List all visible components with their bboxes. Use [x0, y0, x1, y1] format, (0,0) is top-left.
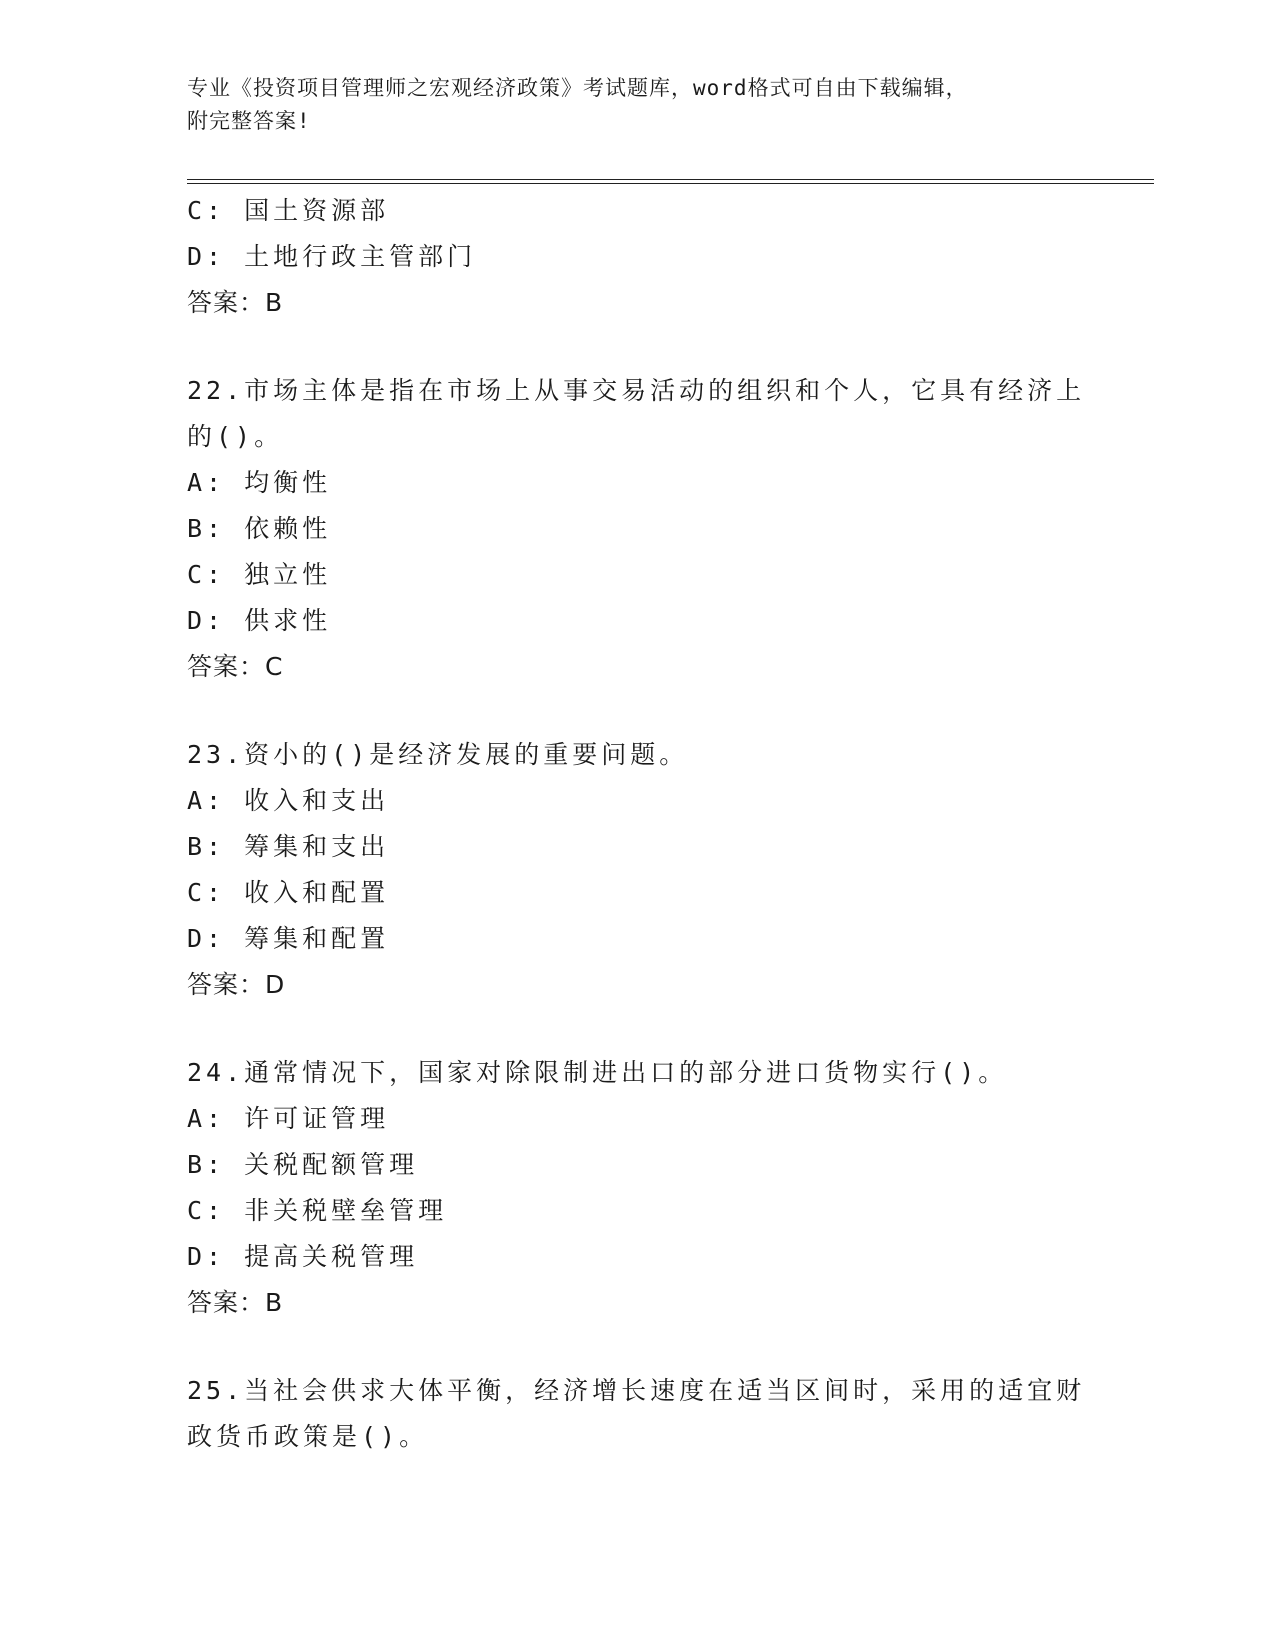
- q22-option-d: D: 供求性: [187, 606, 332, 635]
- spacer: [187, 1326, 1087, 1368]
- q23-option-c: C: 收入和配置: [187, 878, 390, 907]
- spacer: [187, 690, 1087, 732]
- q22-option-a: A: 均衡性: [187, 468, 332, 497]
- q24-option-b: B: 关税配额管理: [187, 1150, 419, 1179]
- q21-option-c: C: 国土资源部: [187, 196, 390, 225]
- q23-option-b: B: 筹集和支出: [187, 832, 390, 861]
- question-25: [187, 1368, 1087, 1460]
- q22-stem-line-2: 的()。: [187, 422, 284, 451]
- q22-option-c: C: 独立性: [187, 560, 332, 589]
- q24-option-d: D: 提高关税管理: [187, 1242, 419, 1271]
- document-header: [187, 72, 1087, 138]
- spacer: [187, 326, 1087, 368]
- q21-option-d: D: 土地行政主管部门: [187, 242, 477, 271]
- q24-option-c: C: 非关税壁垒管理: [187, 1196, 448, 1225]
- q23-answer: 答案：D: [187, 970, 286, 999]
- q25-stem-line-1: 25.当社会供求大体平衡，经济增长速度在适当区间时，采用的适宜财: [187, 1376, 1086, 1405]
- q24-answer: 答案：B: [187, 1288, 284, 1317]
- question-list: [187, 188, 1087, 1460]
- q23-stem-line-1: 23.资小的()是经济发展的重要问题。: [187, 740, 689, 769]
- header-divider: [187, 179, 1154, 184]
- header-line-2: 附完整答案!: [187, 109, 311, 133]
- q25-stem-line-2: 政货币政策是()。: [187, 1422, 429, 1451]
- q24-option-a: A: 许可证管理: [187, 1104, 390, 1133]
- header-line-1: 专业《投资项目管理师之宏观经济政策》考试题库，word格式可自由下载编辑，: [187, 76, 968, 100]
- q23-option-d: D: 筹集和配置: [187, 924, 390, 953]
- q22-option-b: B: 依赖性: [187, 514, 332, 543]
- q21-answer: 答案：B: [187, 288, 284, 317]
- q23-option-a: A: 收入和支出: [187, 786, 390, 815]
- question-24: [187, 1050, 1087, 1326]
- q22-stem-line-1: 22.市场主体是指在市场上从事交易活动的组织和个人，它具有经济上: [187, 376, 1086, 405]
- q22-answer: 答案：C: [187, 652, 284, 681]
- spacer: [187, 1008, 1087, 1050]
- q24-stem-line-1: 24.通常情况下，国家对除限制进出口的部分进口货物实行()。: [187, 1058, 1008, 1087]
- question-21-tail: [187, 188, 1087, 326]
- question-23: [187, 732, 1087, 1008]
- question-22: [187, 368, 1087, 690]
